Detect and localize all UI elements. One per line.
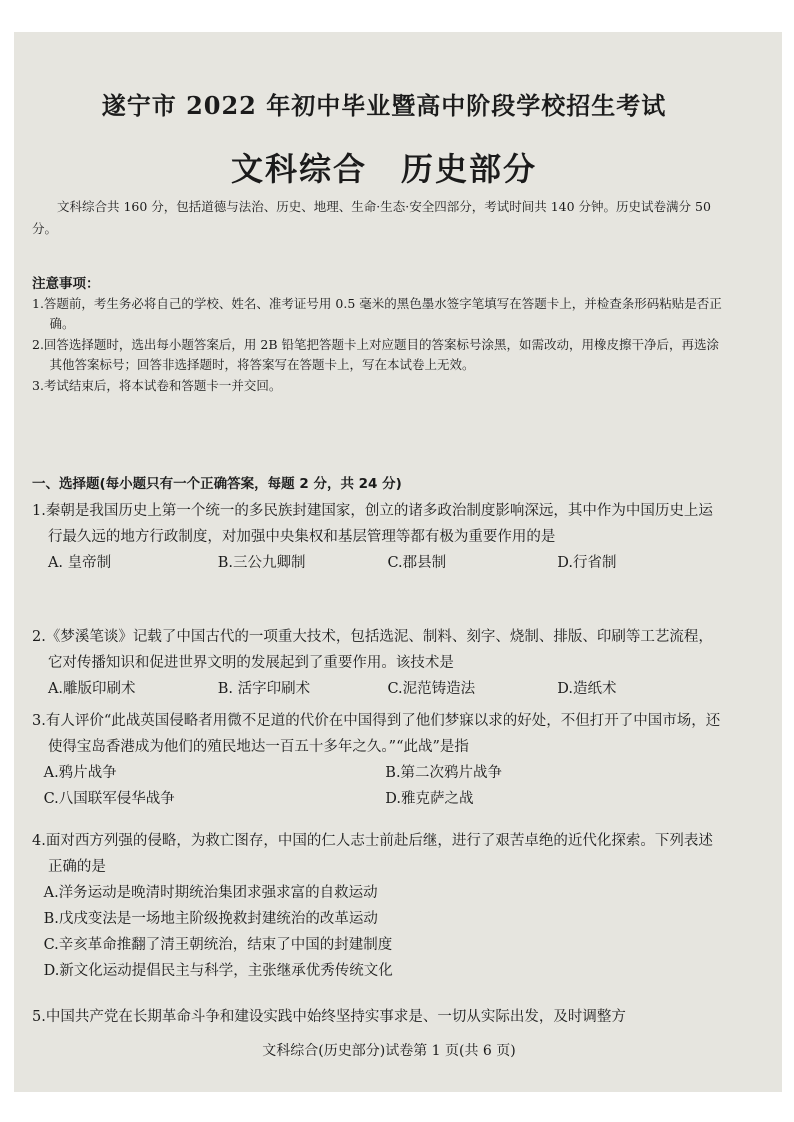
exam-paper <box>14 32 782 1092</box>
question-3 <box>32 708 727 812</box>
option-a: A.雕版印刷术 <box>47 681 136 697</box>
notice-heading: 注意事项： <box>32 276 100 292</box>
option-b: B.三公九卿制 <box>217 555 306 571</box>
option-d: D.造纸术 <box>557 681 617 697</box>
option-a: A.鸦片战争 <box>43 765 117 781</box>
question-1 <box>32 498 727 576</box>
option-c: C.郡县制 <box>387 555 447 571</box>
question-stem: 4.面对西方列强的侵略，为救亡图存，中国的仁人志士前赴后继，进行了艰苦卓绝的近代化探索。下列表述正确的是 <box>32 833 713 875</box>
option-c: C.泥范铸造法 <box>387 681 476 697</box>
notice-list <box>32 294 727 397</box>
question-2 <box>32 624 727 702</box>
option-d: D.行省制 <box>557 555 617 571</box>
notice-item: 1.答题前，考生务必将自己的学校、姓名、准考证号用 0.5 毫米的黑色墨水签字笔填写在答题卡上，并检查条形码粘贴是否正确。 <box>32 296 722 331</box>
question-stem: 3.有人评价“此战英国侵略者用微不足道的代价在中国得到了他们梦寐以求的好处，不但打开了中国市场，还使得宝岛香港成为他们的殖民地达一百五十多年之久。”“此战”是指 <box>32 713 721 755</box>
question-options <box>32 880 727 984</box>
exam-intro: 文科综合共 160 分，包括道德与法治、历史、地理、生命·生态·安全四部分，考试时间共 140 分钟。历史试卷满分 50 分。 <box>32 199 711 236</box>
question-options <box>32 550 727 576</box>
question-stem: 5.中国共产党在长期革命斗争和建设实践中始终坚持实事求是、一切从实际出发，及时调整方 <box>32 1009 626 1025</box>
question-options <box>32 760 727 812</box>
option-b: B. 活字印刷术 <box>217 681 311 697</box>
question-4 <box>32 828 727 984</box>
option-b: B.第二次鸦片战争 <box>385 765 503 781</box>
notice-item: 2.回答选择题时，选出每小题答案后，用 2B 铅笔把答题卡上对应题目的答案标号涂黑，如需改动，用橡皮擦干净后，再选涂其他答案标号；回答非选择题时，将答案写在答题卡上，写在本试卷上无效。 <box>32 337 720 372</box>
option-b: B.戊戌变法是一场地主阶级挽救封建统治的改革运动 <box>43 911 378 927</box>
question-5 <box>32 1004 727 1030</box>
exam-title: 遂宁市 2022 年初中毕业暨高中阶段学校招生考试 <box>101 91 667 120</box>
option-c: C.八国联军侵华战争 <box>43 791 175 807</box>
notice-item: 3.考试结束后，将本试卷和答题卡一并交回。 <box>32 378 282 393</box>
option-d: D.雅克萨之战 <box>385 791 474 807</box>
page-footer: 文科综合(历史部分)试卷第 1 页(共 6 页) <box>262 1043 516 1059</box>
option-c: C.辛亥革命推翻了清王朝统治，结束了中国的封建制度 <box>43 937 393 953</box>
question-options <box>32 676 727 702</box>
question-stem: 2.《梦溪笔谈》记载了中国古代的一项重大技术，包括选泥、制料、刻字、烧制、排版、印刷等工艺流程，它对传播知识和促进世界文明的发展起到了重要作用。该技术是 <box>32 629 713 671</box>
section-heading: 一、选择题(每小题只有一个正确答案，每题 2 分，共 24 分) <box>32 476 402 492</box>
option-d: D.新文化运动提倡民主与科学，主张继承优秀传统文化 <box>43 963 393 979</box>
question-stem: 1.秦朝是我国历史上第一个统一的多民族封建国家，创立的诸多政治制度影响深远，其中作为中国历史上运行最久远的地方行政制度，对加强中央集权和基层管理等都有极为重要作用的是 <box>32 503 713 545</box>
exam-subject-title: 文科综合 历史部分 <box>230 150 537 188</box>
option-a: A. 皇帝制 <box>47 555 112 571</box>
option-a: A.洋务运动是晚清时期统治集团求强求富的自救运动 <box>43 885 378 901</box>
